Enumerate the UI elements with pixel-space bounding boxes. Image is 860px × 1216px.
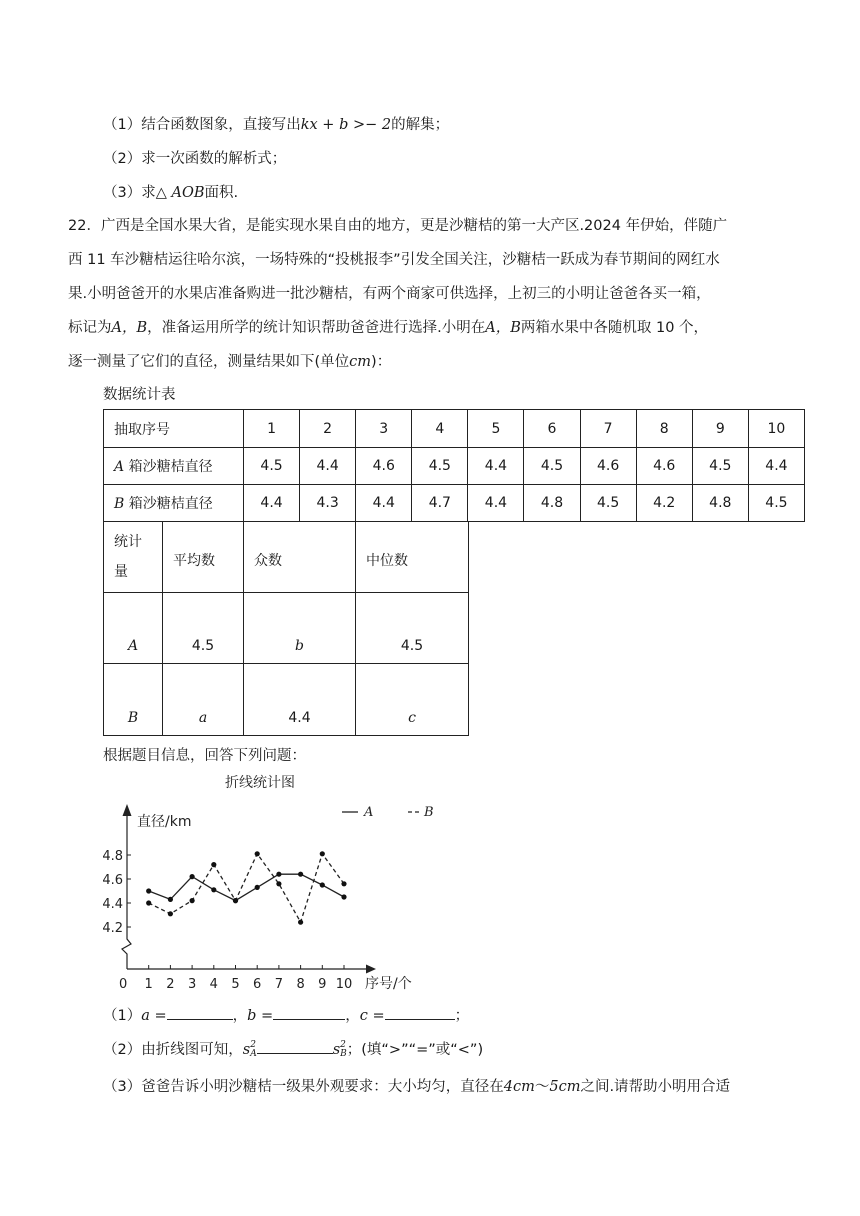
stat-row-a-mean: 4.5 [163, 593, 244, 664]
x-tick-label: 1 [144, 977, 153, 992]
q22-line4-b: A，B [111, 320, 148, 336]
row-b-value-1: 4.4 [244, 485, 300, 522]
q21-item-2: （2）求一次函数的解析式； [103, 151, 287, 167]
data-point-B [168, 911, 173, 916]
data-point-B [255, 851, 260, 856]
row-b-value-7: 4.5 [580, 485, 636, 522]
header-label: 抽取序号 [104, 410, 244, 448]
y-tick-label: 4.2 [102, 921, 123, 936]
row-b-value-6: 4.8 [524, 485, 580, 522]
sub2-s-b-sup: 2 [340, 1040, 346, 1050]
sub1-c-eq: = [367, 1008, 385, 1024]
statistic-table [103, 521, 469, 736]
row-a-label [104, 448, 244, 485]
q22-para-line-3: 果.小明爸爸开的水果店准备购进一批沙糖桔，有两个商家可供选择，上初三的小明让爸爸各买一箱， [68, 286, 711, 302]
stat-row-b-mean: a [163, 664, 244, 736]
q21-item-1-text: （1）结合函数图象，直接写出 [103, 117, 301, 133]
q21-item-3-math: △ AOB [155, 185, 205, 201]
y-axis-arrow [123, 804, 132, 816]
sub1-b-var: b [247, 1008, 257, 1024]
q22-para-line-5 [68, 350, 391, 371]
sub-question-1 [103, 1004, 469, 1025]
q22-line4-c: ，准备运用所学的统计知识帮助爸爸进行选择.小明在 [147, 320, 486, 336]
sub1-a-var: a [141, 1008, 150, 1024]
row-a-value-5: 4.4 [468, 448, 524, 485]
stat-row-a [104, 593, 469, 664]
data-point-A [276, 872, 281, 877]
data-point-B [276, 881, 281, 886]
stat-header-mean: 平均数 [163, 522, 244, 593]
row-a-letter: A [114, 459, 125, 475]
q22-line5-a: 逐一测量了它们的直径，测量结果如下(单位 [68, 354, 350, 370]
row-a-value-3: 4.6 [356, 448, 412, 485]
data-table-header-row [104, 410, 805, 448]
row-b-value-10: 4.5 [748, 485, 804, 522]
sub3-suffix: 之间.请帮助小明用合适 [580, 1079, 731, 1095]
row-a-value-6: 4.5 [524, 448, 580, 485]
y-tick-label: 4.8 [102, 849, 123, 864]
row-a-value-7: 4.6 [580, 448, 636, 485]
stat-row-a-label: A [104, 593, 163, 664]
row-b-value-4: 4.7 [412, 485, 468, 522]
y-tick-label: 4.4 [102, 897, 123, 912]
header-value-9: 9 [692, 410, 748, 448]
legend-label-A: A [364, 805, 374, 820]
stat-row-b-median: c [356, 664, 469, 736]
answer-blank-compare[interactable] [257, 1039, 333, 1054]
sub1-semicolon: ； [454, 1008, 470, 1024]
series-line-A [149, 874, 344, 900]
row-a-value-4: 4.5 [412, 448, 468, 485]
sub2-s-b [333, 1042, 347, 1058]
sub1-comma-1: ， [232, 1008, 248, 1024]
row-a-value-10: 4.4 [748, 448, 804, 485]
row-b-value-8: 4.2 [636, 485, 692, 522]
x-tick-label: 10 [335, 977, 353, 992]
header-value-10: 10 [748, 410, 804, 448]
header-value-3: 3 [356, 410, 412, 448]
header-value-2: 2 [300, 410, 356, 448]
stat-header-line2: 量 [114, 564, 128, 580]
q22-para-line-4 [68, 316, 708, 337]
x-tick-label: 8 [296, 977, 305, 992]
sub1-a-eq: = [149, 1008, 167, 1024]
sub1-prefix: （1） [103, 1008, 142, 1024]
sub1-c-var: c [359, 1008, 368, 1024]
data-point-A [168, 897, 173, 902]
data-point-B [190, 898, 195, 903]
data-point-B [146, 900, 151, 905]
data-point-A [320, 882, 325, 887]
stat-row-b-label: B [104, 664, 163, 736]
row-a-value-2: 4.4 [300, 448, 356, 485]
row-a-value-8: 4.6 [636, 448, 692, 485]
x-tick-label: 7 [274, 977, 284, 992]
x-tick-label: 2 [166, 977, 175, 992]
answer-blank-c[interactable] [385, 1005, 455, 1020]
sub3-tilde: ～ [534, 1079, 550, 1095]
header-value-7: 7 [580, 410, 636, 448]
x-tick-label: 5 [231, 977, 240, 992]
data-table-row-a [104, 448, 805, 485]
q22-line5-b: cm [349, 354, 372, 370]
line-chart [102, 768, 490, 998]
series-line-B [149, 854, 344, 922]
stat-header-row [104, 522, 469, 593]
data-point-A [190, 874, 195, 879]
row-a-value-1: 4.5 [244, 448, 300, 485]
sub2-suffix: ；(填“>”“=”或“<”) [346, 1042, 484, 1058]
x-tick-label: 9 [318, 977, 327, 992]
data-point-B [298, 920, 303, 925]
sub2-s-b-letter: s [332, 1042, 341, 1058]
x-tick-label: 3 [187, 977, 197, 992]
stat-row-a-median: 4.5 [356, 593, 469, 664]
header-value-8: 8 [636, 410, 692, 448]
q21-item-3 [103, 181, 238, 202]
q21-item-1-end: 的解集； [391, 117, 450, 133]
sub2-s-a [243, 1042, 257, 1058]
x-tick-label: 0 [119, 977, 128, 992]
data-point-A [341, 894, 346, 899]
sub2-s-b-sub: B [340, 1049, 347, 1059]
sub2-s-a-letter: s [242, 1042, 251, 1058]
q21-item-3-end: 面积. [204, 185, 239, 201]
chart-title: 折线统计图 [225, 775, 295, 791]
stat-header-mode: 众数 [244, 522, 356, 593]
data-point-B [233, 898, 238, 903]
data-point-B [320, 851, 325, 856]
stat-row-a-mode: b [244, 593, 356, 664]
q21-item-1-math: kx + b >− 2 [300, 117, 392, 133]
row-b-value-2: 4.3 [300, 485, 356, 522]
sub3-range-2: 5cm [549, 1079, 581, 1095]
sub1-b-eq: = [256, 1008, 274, 1024]
q22-line4-e: 两箱水果中各随机取 10 个， [520, 320, 709, 336]
sub-question-3 [103, 1075, 730, 1096]
y-axis [122, 810, 131, 969]
header-value-4: 4 [412, 410, 468, 448]
data-point-B [341, 881, 346, 886]
row-a-value-9: 4.5 [692, 448, 748, 485]
sub1-comma-2: ， [345, 1008, 360, 1024]
row-b-value-5: 4.4 [468, 485, 524, 522]
x-tick-label: 4 [209, 977, 218, 992]
sub2-s-a-sup: 2 [250, 1040, 256, 1050]
sub3-range-1: 4cm [503, 1079, 535, 1095]
sub2-s-b-scripts [340, 1041, 347, 1059]
q22-line5-c: )： [371, 354, 392, 370]
row-b-label [104, 485, 244, 522]
header-value-1: 1 [244, 410, 300, 448]
sub2-s-a-sub: A [250, 1049, 257, 1059]
data-table [103, 409, 805, 522]
stat-row-b-mode: 4.4 [244, 664, 356, 736]
q22-para-line-1: 22．广西是全国水果大省，是能实现水果自由的地方，更是沙糖桔的第一大产区.2024 年伊始，伴随广 [68, 218, 728, 234]
answer-prompt: 根据题目信息，回答下列问题： [103, 748, 306, 764]
sub3-prefix: （3）爸爸告诉小明沙糖桔一级果外观要求：大小均匀，直径在 [103, 1079, 504, 1095]
sub2-prefix: （2）由折线图可知， [103, 1042, 243, 1058]
row-b-value-9: 4.8 [692, 485, 748, 522]
row-a-text: 箱沙糖桔直径 [124, 459, 213, 475]
q21-item-3-text: （3）求 [103, 185, 156, 201]
data-point-A [146, 888, 151, 893]
stat-header-line1: 统计 [114, 534, 142, 550]
row-b-text: 箱沙糖桔直径 [124, 496, 213, 512]
answer-blank-b[interactable] [273, 1005, 345, 1020]
header-value-5: 5 [468, 410, 524, 448]
row-b-value-3: 4.4 [356, 485, 412, 522]
x-axis-arrow [366, 965, 376, 974]
x-axis-label: 序号/个 [365, 976, 412, 992]
y-axis-label: 直径/km [137, 814, 192, 830]
sub-question-2 [103, 1038, 483, 1059]
stat-header-statistic [104, 522, 163, 593]
data-point-A [255, 885, 260, 890]
stat-row-b [104, 664, 469, 736]
x-tick-label: 6 [253, 977, 262, 992]
header-value-6: 6 [524, 410, 580, 448]
table-caption: 数据统计表 [103, 387, 176, 403]
q22-line4-d: A，B [485, 320, 521, 336]
legend-label-B: B [424, 805, 434, 820]
row-b-letter: B [114, 496, 125, 512]
q22-line4-a: 标记为 [68, 320, 112, 336]
y-tick-label: 4.6 [102, 873, 123, 888]
data-table-row-b [104, 485, 805, 522]
data-point-A [298, 872, 303, 877]
q22-para-line-2: 西 11 车沙糖桔运往哈尔滨，一场特殊的“投桃报李”引发全国关注，沙糖桔一跃成为春节期间的网红水 [68, 252, 720, 268]
answer-blank-a[interactable] [167, 1005, 233, 1020]
q21-item-1 [103, 113, 449, 134]
data-point-A [211, 887, 216, 892]
data-point-B [211, 862, 216, 867]
stat-header-median: 中位数 [356, 522, 469, 593]
